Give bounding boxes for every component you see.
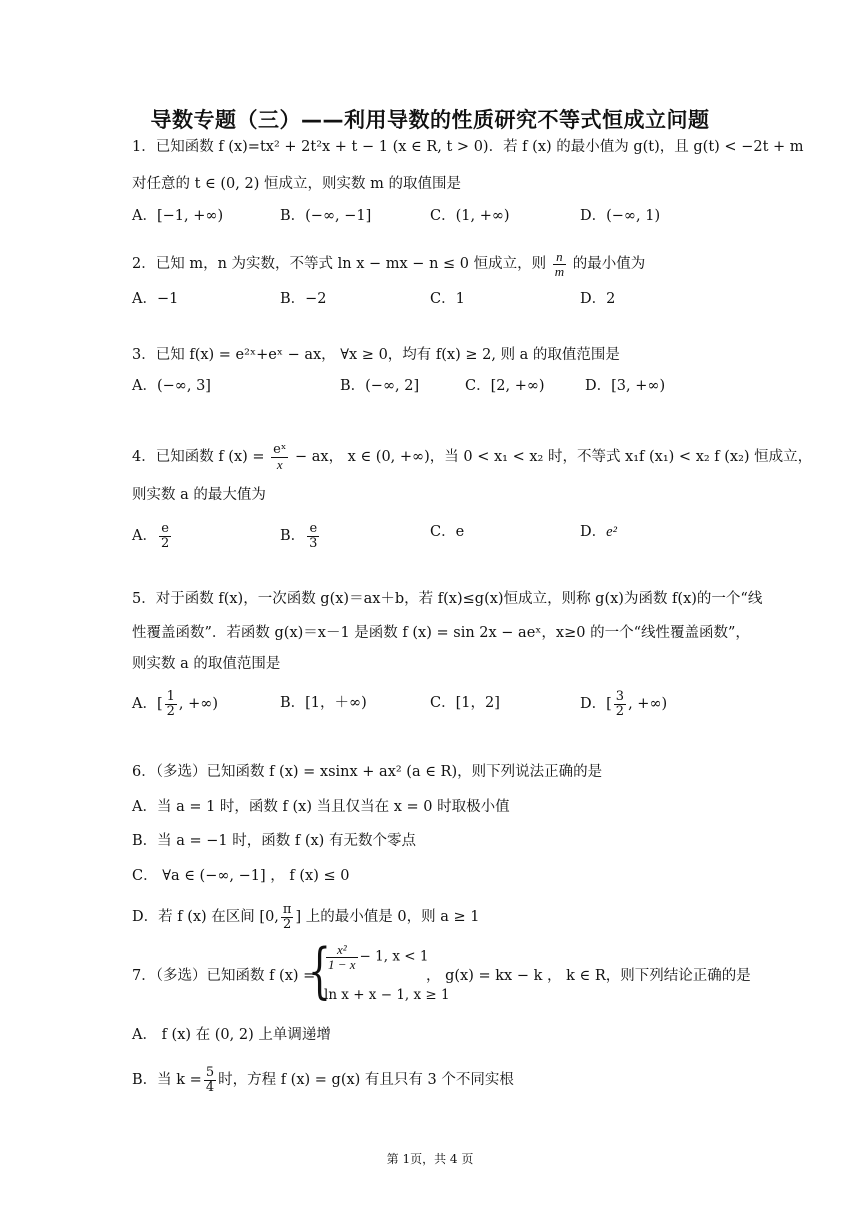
option-label: A． [132, 528, 157, 545]
option-fraction [614, 690, 626, 718]
page-footer: 第 1页，共 4 页 [386, 1152, 474, 1166]
option-label: D．[ [580, 696, 612, 713]
question-7-option-b [132, 1066, 514, 1094]
option-fraction [307, 522, 319, 550]
question-2-option-a: A．−1 [132, 291, 179, 307]
piece-2: ln x + x − 1, x ≥ 1 [324, 987, 450, 1003]
option-text-a: B．当 k = [132, 1072, 202, 1089]
question-6-option-c: C． ∀a ∈ (−∞, −1] ， f (x) ≤ 0 [132, 868, 350, 884]
question-5-option-c: C．[1，2] [430, 695, 500, 711]
question-3-option-b: B．(−∞, 2] [340, 378, 420, 394]
question-3-option-d: D．[3, +∞) [585, 378, 666, 394]
question-4-text-a: 4．已知函数 f (x) = [132, 449, 265, 466]
option-text-a: D．若 f (x) 在区间 [132, 909, 255, 926]
page-title: 导数专题（三）——利用导数的性质研究不等式恒成立问题 [150, 108, 710, 132]
question-1-option-b: B．(−∞, −1] [280, 208, 372, 224]
option-label: B． [280, 528, 306, 545]
question-4-fraction [271, 443, 288, 471]
question-6-option-a: A．当 a = 1 时，函数 f (x) 当且仅当在 x = 0 时取极小值 [132, 799, 510, 815]
fraction-numerator: 1 [166, 689, 175, 704]
question-7-option-a: A． f (x) 在 (0, 2) 上单调递增 [132, 1027, 331, 1043]
fraction-denominator: 2 [615, 703, 625, 719]
question-7-tail: ， g(x) = kx − k ， k ∈ R，则下列结论正确的是 [426, 968, 751, 984]
piecewise-function [308, 936, 450, 1007]
fraction-denominator: 1 − x [328, 956, 356, 972]
fraction-denominator: 2 [283, 916, 292, 932]
question-4-text-b: − ax， x ∈ (0, +∞)，当 0 < x₁ < x₂ 时，不等式 x₁f (x₁) < x₂ f (x₂) 恒成立， [294, 449, 813, 466]
fraction-denominator: 2 [160, 535, 170, 551]
option-text-b: 上的最小值是 0，则 a ≥ 1 [305, 909, 480, 926]
fraction-numerator: n [553, 250, 566, 265]
question-5-option-d [580, 690, 667, 718]
fraction-denominator: 3 [309, 535, 318, 551]
option-tail: , +∞) [628, 696, 668, 713]
fraction-numerator: e [307, 522, 319, 537]
question-3-line-1: 3．已知 f(x) = e²ˣ+eˣ − ax， ∀x ≥ 0，均有 f(x) ≥ 2, 则 a 的取值范围是 [132, 347, 620, 363]
question-5-line-1: 5．对于函数 f(x)，一次函数 g(x)＝ax＋b，若 f(x)≤g(x)恒成立，则称 g(x)为函数 f(x)的一个“线 [132, 591, 763, 607]
question-1-option-a: A．[−1, +∞) [132, 208, 224, 224]
question-2-text-a: 2．已知 m，n 为实数，不等式 ln x − mx − n ≤ 0 恒成立，则 [132, 256, 547, 273]
fraction-numerator: e [159, 522, 171, 537]
question-4-option-a [132, 522, 173, 550]
fraction-numerator: 3 [615, 689, 625, 704]
question-2-option-d: D．2 [580, 291, 616, 307]
piece-1-fraction [326, 943, 358, 971]
question-4-option-b [280, 522, 321, 550]
fraction-denominator: 2 [166, 703, 175, 719]
question-5-option-a [132, 690, 218, 718]
option-fraction [159, 522, 171, 550]
fraction-denominator: 4 [205, 1079, 215, 1095]
question-4-option-c [430, 522, 464, 542]
option-text-b: 时，方程 f (x) = g(x) 有且只有 3 个不同实根 [218, 1072, 514, 1089]
brace-glyph: { [308, 936, 331, 1006]
option-fraction [204, 1066, 216, 1094]
question-2-line-1 [132, 250, 645, 278]
question-5-line-3: 则实数 a 的取值范围是 [132, 656, 281, 672]
fraction-denominator: m [554, 263, 565, 279]
fraction-denominator: x [276, 456, 283, 472]
question-3-option-a: A．(−∞, 3] [132, 378, 211, 394]
fraction-numerator: 5 [205, 1065, 215, 1080]
question-6-line-1: 6．（多选）已知函数 f (x) = xsinx + ax² (a ∈ R)，则下列说法正确的是 [132, 764, 603, 780]
fraction-numerator: x² [326, 943, 358, 958]
question-2-option-c: C．1 [430, 291, 465, 307]
question-4-option-d [580, 522, 617, 542]
question-1-line-2: 对任意的 t ∈ (0, 2) 恒成立，则实数 m 的取值围是 [132, 176, 461, 192]
option-value: e [455, 524, 465, 540]
interval-right: ] [295, 909, 302, 926]
option-label: A．[ [132, 696, 163, 713]
question-3-option-c: C．[2, +∞) [465, 378, 545, 394]
question-5-line-2: 性覆盖函数”．若函数 g(x)＝x－1 是函数 f (x) = sin 2x − aeˣ，x≥0 的一个“线性覆盖函数”， [132, 625, 750, 641]
interval-left: [0, [259, 909, 279, 926]
option-label: D． [580, 524, 607, 540]
piece-1 [324, 943, 428, 971]
question-4-line-2: 则实数 a 的最大值为 [132, 487, 266, 503]
question-1-line-1: 1．已知函数 f (x)=tx² + 2t²x + t − 1 (x ∈ R, t > 0)．若 f (x) 的最小值为 g(t)，且 g(t) < −2t + m [132, 139, 804, 155]
question-5-option-b: B．[1，＋∞) [280, 695, 367, 711]
question-4-line-1 [132, 443, 812, 471]
question-6-option-b: B．当 a = −1 时，函数 f (x) 有无数个零点 [132, 833, 416, 849]
option-label: C． [430, 524, 456, 540]
option-fraction [281, 903, 294, 931]
fraction-numerator: eˣ [273, 442, 287, 457]
question-7-lead: 7．（多选）已知函数 f (x) = [132, 968, 316, 984]
option-tail: , +∞) [178, 696, 219, 713]
question-1-option-d: D．(−∞, 1) [580, 208, 661, 224]
option-value: e² [606, 524, 617, 540]
piece-1-condition: − 1, x < 1 [359, 948, 429, 965]
question-1-option-c: C．(1, +∞) [430, 208, 510, 224]
question-2-text-b: 的最小值为 [572, 256, 646, 273]
question-2-fraction [553, 250, 566, 278]
question-2-option-b: B．−2 [280, 291, 327, 307]
option-fraction [165, 690, 177, 718]
fraction-numerator: π [282, 902, 292, 917]
question-6-option-d [132, 903, 479, 931]
